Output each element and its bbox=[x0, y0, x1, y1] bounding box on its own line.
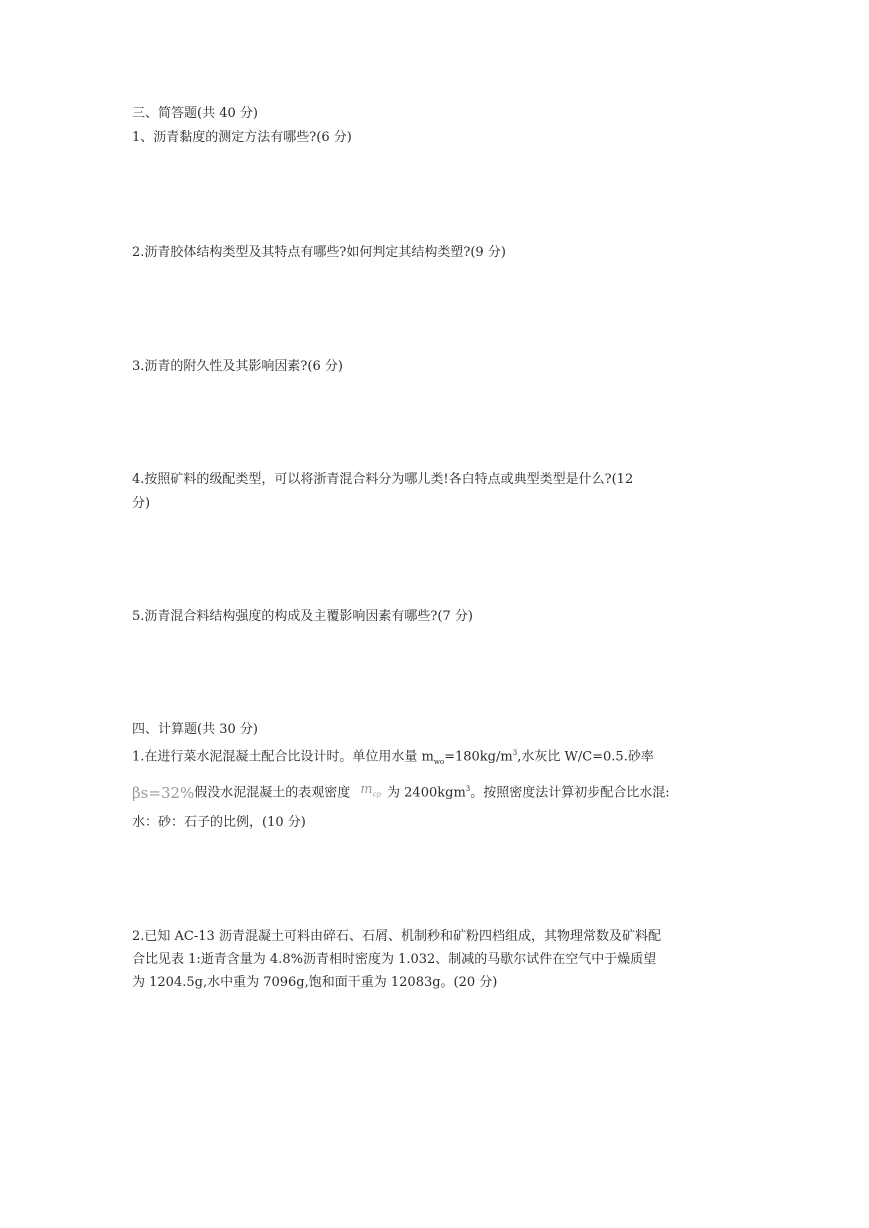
density-formula-image bbox=[360, 781, 381, 804]
question-5: 5.沥青混合料结构强度的构成及主覆影响因素有哪些?(7 分) bbox=[132, 609, 473, 624]
question-3: 3.沥青的附久性及其影响因素?(6 分) bbox=[132, 359, 343, 374]
calc-1-line-2-text-a: 假没水泥混凝土的表观密度 bbox=[194, 785, 351, 801]
question-2: 2.沥青胶体结构类型及其特点有哪些?如何判定其结构类塑?(9 分) bbox=[132, 245, 506, 260]
question-1: 1、沥青黏度的测定方法有哪些?(6 分) bbox=[132, 130, 352, 145]
density-symbol-sub: cp bbox=[372, 790, 382, 799]
section-3-title: 三、简答题(共 40 分) bbox=[132, 106, 258, 121]
calc-2-line-2: 合比见表 1:逝青含量为 4.8%沥青相时密度为 1.032、制减的马歇尔试件在空气中于燥质望 bbox=[132, 952, 657, 967]
calc-1-line-2-text-c: 。按照密度法计算初步配合比水混: bbox=[470, 785, 670, 801]
sand-ratio-formula-image: βs=32% bbox=[132, 784, 195, 803]
calc-1-line-2-text-b: 为 2400kgm bbox=[387, 785, 466, 801]
calc-1-line-1 bbox=[132, 744, 654, 771]
density-symbol: m bbox=[360, 782, 373, 798]
calc-1-text-a: 1.在进行菜水泥混凝土配合比设计时。单位用水量 m bbox=[132, 749, 434, 765]
calc-1-text-c: ,水灰比 W/C=0.5.砂率 bbox=[517, 749, 654, 765]
calc-1-line-3: 水：砂：石子的比例，(10 分) bbox=[132, 815, 306, 830]
calc-1-line-2 bbox=[132, 780, 670, 804]
calc-2-line-1: 2.已知 AC-13 沥青混凝土可料由碎石、石屑、机制秒和矿粉四档组成，其物理常数及矿料配 bbox=[132, 929, 661, 944]
question-4-line-2: 分) bbox=[132, 496, 151, 511]
question-4-line-1: 4.按照矿料的级配类型，可以将浙青混合料分为哪儿类!各白特点或典型类型是什么?(12 bbox=[132, 472, 634, 487]
calc-1-line-2-sup: 3 bbox=[465, 785, 471, 793]
calc-1-sup: 3 bbox=[512, 749, 518, 757]
calc-2-line-3: 为 1204.5g,水中重为 7096g,饱和面干重为 12083g。(20 分) bbox=[132, 975, 498, 990]
calc-1-text-b: =180kg/m bbox=[444, 749, 513, 765]
calc-1-sub: wo bbox=[433, 757, 445, 766]
section-4-title: 四、计算题(共 30 分) bbox=[132, 722, 258, 737]
